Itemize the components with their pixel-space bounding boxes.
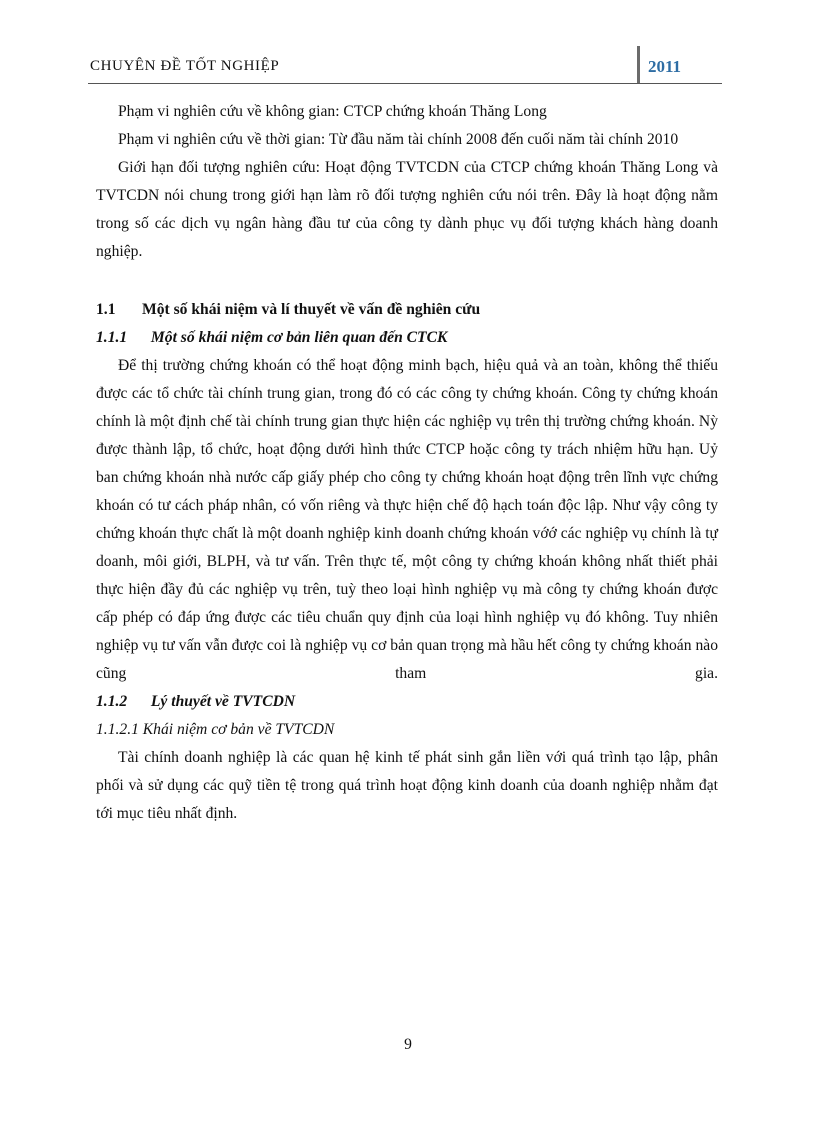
section-title: Một số khái niệm và lí thuyết về vấn đề nghiên cứu [142, 301, 481, 318]
header-divider [637, 46, 640, 84]
header-year: 2011 [648, 57, 682, 76]
scope-object-paragraph: Giới hạn đối tượng nghiên cứu: Hoạt động TVTCDN của CTCP chứng khoán Thăng Long và TVTCDN nói chung trong giới hạn làm rõ đối tượng nghiên cứu nói trên. Đây là hoạt động nằm trong số các dịch vụ ngân hàng đầu tư của công ty dành phục vụ đối tượng khách hàng doanh nghiệp. [96, 159, 718, 260]
section-title: Một số khái niệm cơ bản liên quan đến CTCK [150, 329, 448, 346]
section-number: 1.1.1 [96, 329, 128, 346]
section-heading-1-1-2 [96, 688, 718, 716]
page-number: 9 [404, 1036, 412, 1053]
header-title: CHUYÊN ĐỀ TỐT NGHIỆP [90, 58, 280, 74]
section-1-1-1-paragraph: Để thị trường chứng khoán có thể hoạt động minh bạch, hiệu quả và an toàn, không thể thiếu được các tổ chức tài chính trung gian, trong đó có các công ty chứng khoán. Công ty chứng khoán chính là một định chế tài chính trung gian thực hiện các nghiệp vụ trên thị trường chứng khoán. Nỳ được thành lập, tổ chức, hoạt động dưới hình thức CTCP hoặc công ty trách nhiệm hữu hạn. Uỷ ban chứng khoán nhà nước cấp giấy phép cho công ty chứng khoán hoạt động trên lĩnh vực chứng khoán có tư cách pháp nhân, có vốn riêng và thực hiện chế độ hạch toán độc lập. Như vậy công ty chứng khoán thực chất là một doanh nghiệp kinh doanh chứng khoán vớớ các nghiệp vụ chính là tự doanh, môi giới, BLPH, và tư vấn. Trên thực tế, một công ty chứng khoán không nhất thiết phải thực hiện đầy đủ các nghiệp vụ trên, tuỳ theo loại hình nghiệp vụ mà công ty chứng khoán được cấp phép có đáp ứng được các tiêu chuẩn quy định của loại hình nghiệp vụ đó không. Tuy nhiên nghiệp vụ tư vấn vẫn được coi là nghiệp vụ cơ bản quan trọng mà hầu hết công ty chứng khoán nào cũng tham gia. [96, 357, 718, 682]
section-1-1-2-1-paragraph: Tài chính doanh nghiệp là các quan hệ kinh tế phát sinh gắn liền với quá trình tạo lập, phân phối và sử dụng các quỹ tiền tệ trong quá trình hoạt động kinh doanh của doanh nghiệp nhằm đạt tới mục tiêu nhất định. [96, 749, 718, 822]
section-heading-1-1 [96, 296, 718, 324]
section-heading-1-1-2-1: 1.1.2.1 Khái niệm cơ bản về TVTCDN [96, 721, 335, 738]
section-number: 1.1.2 [96, 693, 128, 710]
page-header [88, 46, 722, 84]
scope-time-paragraph: Phạm vi nghiên cứu về thời gian: Từ đầu năm tài chính 2008 đến cuối năm tài chính 2010 [118, 131, 679, 148]
section-gap [96, 266, 718, 296]
document-body [96, 98, 718, 828]
section-title: Lý thuyết về TVTCDN [150, 693, 296, 710]
header-rule [88, 83, 722, 84]
section-heading-1-1-1 [96, 324, 718, 352]
scope-space-paragraph: Phạm vi nghiên cứu về không gian: CTCP chứng khoán Thăng Long [118, 103, 547, 120]
section-number: 1.1 [96, 301, 116, 318]
